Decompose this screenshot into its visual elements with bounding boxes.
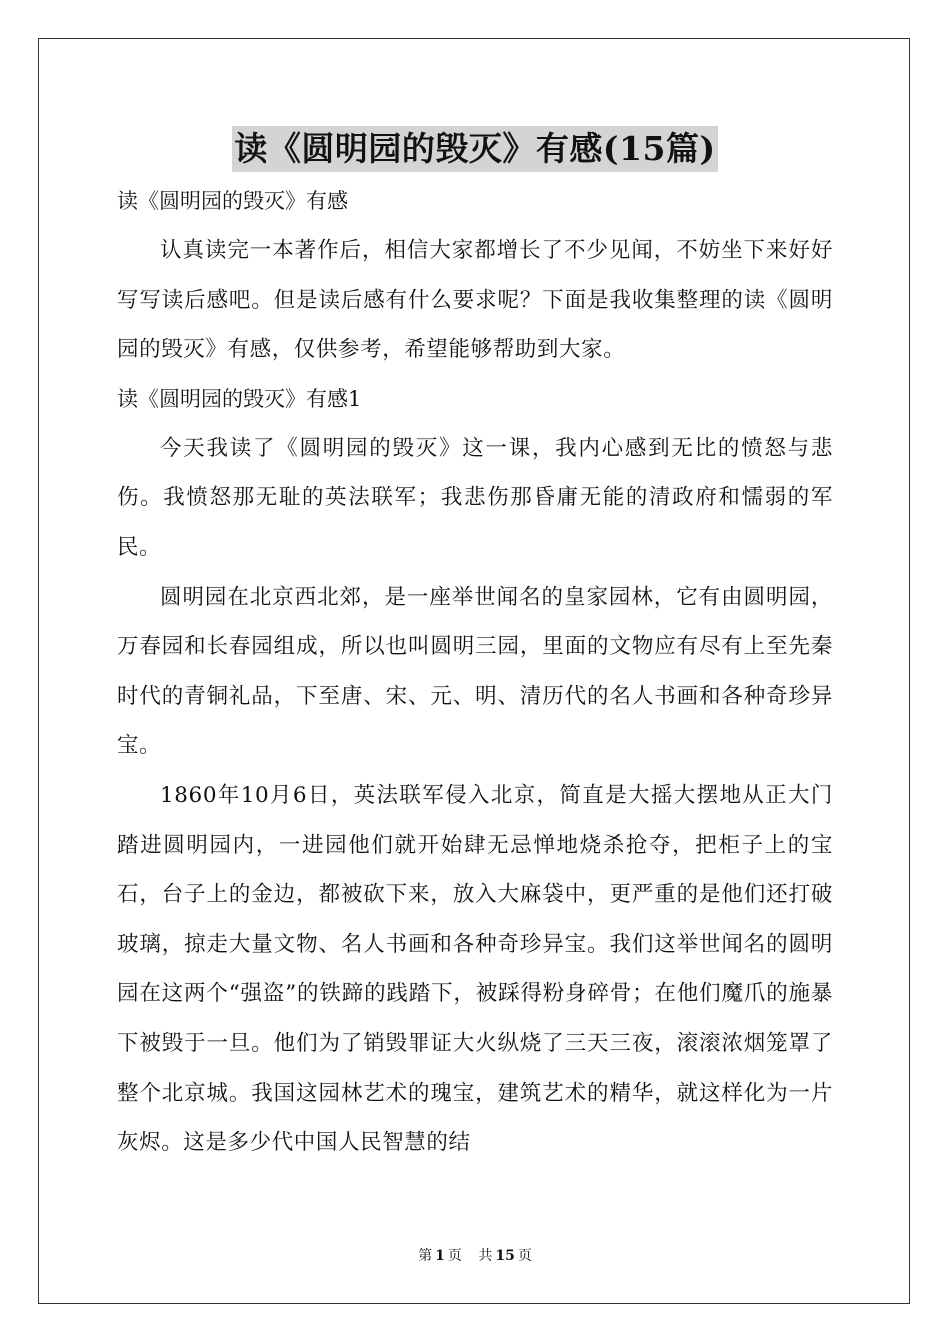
total-prefix: 共	[478, 1248, 493, 1264]
page-prefix: 第	[418, 1248, 433, 1264]
total-suffix: 页	[517, 1248, 532, 1264]
title-container	[0, 126, 950, 172]
page-footer	[0, 1246, 950, 1266]
page-indicator	[415, 1248, 465, 1264]
total-pages: 15	[495, 1248, 515, 1264]
document-subtitle: 读《圆明园的毁灭》有感	[117, 189, 348, 213]
intro-paragraph: 认真读完一本著作后，相信大家都增长了不少见闻，不妨坐下来好好写写读后感吧。但是读后感有什么要求呢？下面是我收集整理的读《圆明园的毁灭》有感，仅供参考，希望能够帮助到大家。	[117, 238, 833, 363]
total-indicator	[475, 1248, 534, 1264]
document-title: 读《圆明园的毁灭》有感(15篇)	[232, 126, 717, 172]
body-paragraph-1: 今天我读了《圆明园的毁灭》这一课，我内心感到无比的愤怒与悲伤。我愤怒那无耻的英法联军；我悲伤那昏庸无能的清政府和懦弱的军民。	[117, 435, 833, 560]
page-number: 1	[435, 1248, 445, 1264]
section-heading: 读《圆明园的毁灭》有感1	[117, 386, 362, 411]
body-paragraph-2: 圆明园在北京西北郊，是一座举世闻名的皇家园林，它有由圆明园，万春园和长春园组成，所以也叫圆明三园，里面的文物应有尽有上至先秦时代的青铜礼品，下至唐、宋、元、明、清历代的名人书画和各种奇珍异宝。	[117, 584, 833, 759]
page-suffix: 页	[447, 1248, 462, 1264]
document-body	[117, 177, 833, 1168]
body-paragraph-3: 1860年10月6日，英法联军侵入北京，简直是大摇大摆地从正大门踏进圆明园内，一进园他们就开始肆无忌惮地烧杀抢夺，把柜子上的宝石，台子上的金边，都被砍下来，放入大麻袋中，更严重的是他们还打破玻璃，掠走大量文物、名人书画和各种奇珍异宝。我们这举世闻名的圆明园在这两个“强盗”的铁蹄的践踏下，被踩得粉身碎骨；在他们魔爪的施暴下被毁于一旦。他们为了销毁罪证大火纵烧了三天三夜，滚滚浓烟笼罩了整个北京城。我国这园林艺术的瑰宝，建筑艺术的精华，就这样化为一片灰烬。这是多少代中国人民智慧的结	[117, 782, 833, 1156]
